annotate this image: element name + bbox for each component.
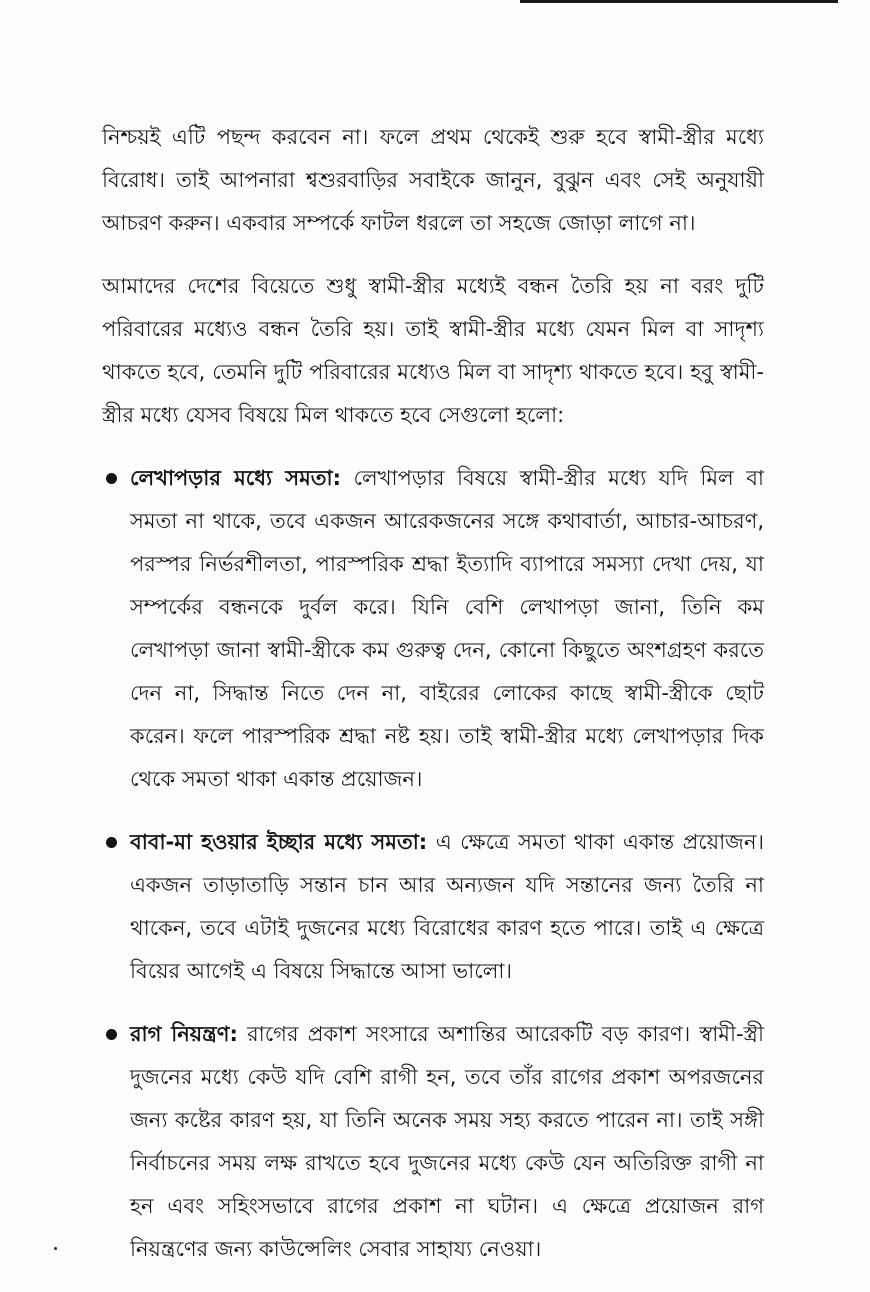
bullet-list — [102, 457, 764, 1271]
bullet-icon — [106, 837, 117, 848]
page-body — [102, 116, 764, 1291]
bullet-text: রাগের প্রকাশ সংসারে অশান্তির আরেকটি বড় কারণ। স্বামী-স্ত্রী দুজনের মধ্যে কেউ যদি বেশি রাগী হন, তবে তাঁর রাগের প্রকাশ অপরজনের জন্য কষ্টের কারণ হয়, যা তিনি অনেক সময় সহ্য করতে পারেন না। তাই সঙ্গী নির্বাচনের সময় লক্ষ রাখতে হবে দুজনের মধ্যে কেউ যেন অতিরিক্ত রাগী না হন এবং সহিংসভাবে রাগের প্রকাশ না ঘটান। এ ক্ষেত্রে প্রয়োজন রাগ নিয়ন্ত্রণের জন্য কাউন্সেলিং সেবার সাহায্য নেওয়া। — [130, 1022, 764, 1261]
paragraph-intro: আমাদের দেশের বিয়েতে শুধু স্বামী-স্ত্রীর মধ্যেই বন্ধন তৈরি হয় না বরং দুটি পরিবারের মধ্যেও বন্ধন তৈরি হয়। তাই স্বামী-স্ত্রীর মধ্যে যেমন মিল বা সাদৃশ্য থাকতে হবে, তেমনি দুটি পরিবারের মধ্যেও মিল বা সাদৃশ্য থাকতে হবে। হবু স্বামী-স্ত্রীর মধ্যে যেসব বিষয়ে মিল থাকতে হবে সেগুলো হলো: — [102, 274, 764, 427]
bullet-icon — [106, 1029, 117, 1040]
bullet-text: এ ক্ষেত্রে সমতা থাকা একান্ত প্রয়োজন। একজন তাড়াতাড়ি সন্তান চান আর অন্যজন যদি সন্তানের জন্য তৈরি না থাকেন, তবে এটাই দুজনের মধ্যে বিরোধের কারণ হতে পারে। তাই এ ক্ষেত্রে বিয়ের আগেই এ বিষয়ে সিদ্ধান্তে আসা ভালো। — [130, 830, 764, 983]
bullet-term: বাবা-মা হওয়ার ইচ্ছার মধ্যে সমতা: — [130, 830, 428, 854]
bullet-term: লেখাপড়ার মধ্যে সমতা: — [130, 466, 341, 490]
paragraph-continuation: নিশ্চয়ই এটি পছন্দ করবেন না। ফলে প্রথম থেকেই শুরু হবে স্বামী-স্ত্রীর মধ্যে বিরোধ। তাই আপনারা শ্বশুরবাড়ির সবাইকে জানুন, বুঝুন এবং সেই অনুযায়ী আচরণ করুন। একবার সম্পর্কে ফাটল ধরলে তা সহজে জোড়া লাগে না। — [102, 125, 764, 235]
list-item — [102, 821, 764, 993]
print-speck — [54, 1247, 57, 1250]
list-item — [102, 1013, 764, 1271]
list-item — [102, 457, 764, 801]
bullet-term: রাগ নিয়ন্ত্রণ: — [130, 1022, 238, 1046]
bullet-icon — [106, 473, 117, 484]
top-rule — [520, 0, 838, 3]
bullet-text: লেখাপড়ার বিষয়ে স্বামী-স্ত্রীর মধ্যে যদি মিল বা সমতা না থাকে, তবে একজন আরেকজনের সঙ্গে কথাবার্তা, আচার-আচরণ, পরস্পর নির্ভরশীলতা, পারস্পরিক শ্রদ্ধা ইত্যাদি ব্যাপারে সমস্যা দেখা দেয়, যা সম্পর্কের বন্ধনকে দুর্বল করে। যিনি বেশি লেখাপড়া জানা, তিনি কম লেখাপড়া জানা স্বামী-স্ত্রীকে কম গুরুত্ব দেন, কোনো কিছুতে অংশগ্রহণ করতে দেন না, সিদ্ধান্ত নিতে দেন না, বাইরের লোকের কাছে স্বামী-স্ত্রীকে ছোট করেন। ফলে পারস্পরিক শ্রদ্ধা নষ্ট হয়। তাই স্বামী-স্ত্রীর মধ্যে লেখাপড়ার দিক থেকে সমতা থাকা একান্ত প্রয়োজন। — [130, 466, 765, 791]
